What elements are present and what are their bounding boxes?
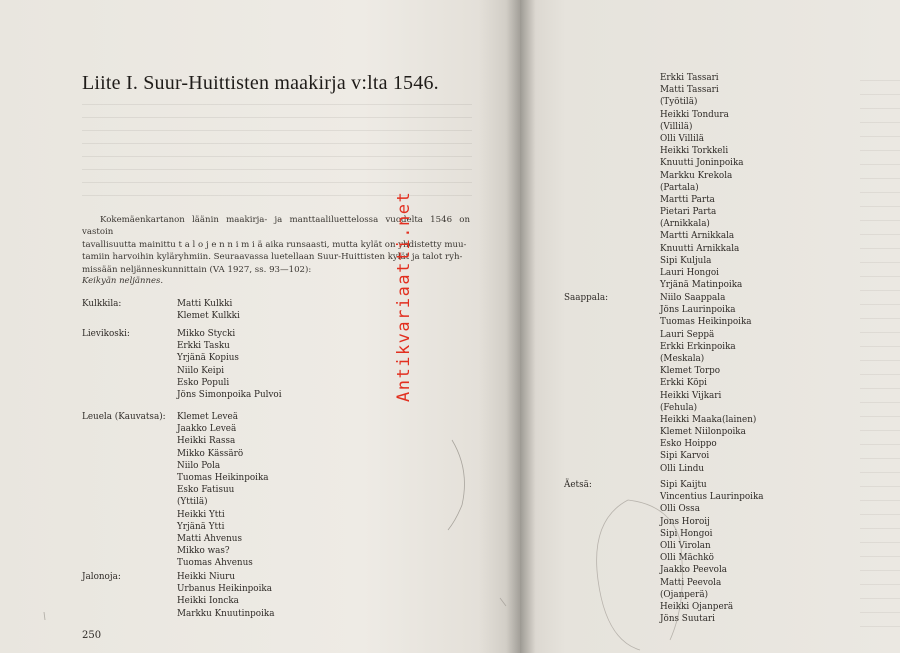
- householder-name: Heikki Maaka(lainen): [660, 414, 757, 425]
- householder-name: Lauri Seppä: [660, 329, 715, 340]
- householder-name: Knuutti Joninpoika: [660, 158, 744, 169]
- householder-name: Matti Ahvenus: [177, 533, 242, 544]
- householder-name: Jöns Laurinpoika: [660, 305, 736, 316]
- village-name: Äetsä:: [564, 480, 592, 490]
- householder-name: Esko Hoippo: [660, 439, 717, 450]
- householder-name: Esko Populi: [177, 377, 230, 388]
- householder-name: Esko Fatisuu: [177, 485, 235, 496]
- householder-name: Urbanus Heikinpoika: [177, 584, 272, 595]
- householder-name: Martti Arnikkala: [660, 231, 735, 242]
- watermark-text: Antikvariaatti.net: [394, 190, 414, 402]
- householder-name: (Villilä): [660, 121, 693, 132]
- householder-name: Mikko Kässärö: [177, 448, 244, 459]
- householder-name: Erkki Tasku: [177, 341, 230, 352]
- intro-line: tavallisuutta mainittu t a l o j e n n i m i ä aika runsaasti, mutta kylät on yhdistetty muu-: [82, 239, 467, 250]
- householder-name: Markku Knuutinpoika: [177, 608, 275, 619]
- householder-list: [177, 328, 282, 401]
- householder-list: [660, 72, 744, 291]
- householder-name: Knuutti Arnikkala: [660, 243, 740, 254]
- householder-name: Matti Tassari: [660, 85, 719, 96]
- householder-name: Tuomas Heikinpoika: [177, 472, 269, 483]
- householder-name: (Partala): [660, 182, 699, 193]
- householder-name: Tuomas Ahvenus: [177, 558, 253, 569]
- householder-name: (Yttilä): [177, 497, 208, 508]
- intro-line: missään neljänneskunnittain (VA 1927, ss. 93—102):: [82, 264, 312, 275]
- householder-name: Pietari Parta: [660, 207, 717, 218]
- householder-list: [177, 298, 240, 322]
- householder-name: Olli Mächkö: [660, 553, 714, 564]
- householder-name: (Työtilä): [660, 97, 698, 108]
- right-page: [520, 0, 900, 653]
- householder-name: Heikki Ioncka: [177, 596, 239, 607]
- householder-name: Markku Krekola: [660, 170, 733, 181]
- householder-name: Yrjänä Ytti: [177, 521, 225, 532]
- householder-name: Klemet Kulkki: [177, 311, 240, 322]
- householder-name: (Fehula): [660, 402, 698, 413]
- householder-name: (Meskala): [660, 353, 705, 364]
- householder-name: Klemet Torpo: [660, 366, 721, 377]
- householder-name: Niilo Saappala: [660, 293, 726, 303]
- householder-name: Jaakko Leveä: [177, 424, 237, 435]
- householder-name: Martti Parta: [660, 194, 715, 205]
- householder-name: (Ojanperä): [660, 589, 709, 600]
- householder-list: [660, 479, 764, 625]
- householder-name: Matti Peevola: [660, 577, 722, 588]
- householder-name: Olli Villilä: [660, 133, 704, 144]
- village-name: Jalonoja:: [82, 572, 121, 582]
- householder-name: Olli Ossa: [660, 504, 700, 515]
- householder-list: [660, 292, 756, 475]
- village-name: Leuela (Kauvatsa):: [82, 412, 166, 422]
- householder-name: Heikki Torkkeli: [660, 146, 729, 157]
- householder-name: Heikki Rassa: [177, 436, 236, 447]
- householder-name: Sipi Kuljula: [660, 255, 712, 266]
- village-name: Lievikoski:: [82, 329, 130, 339]
- village-name: Kulkkila:: [82, 299, 122, 309]
- householder-name: Erkki Köpi: [660, 378, 707, 389]
- householder-name: Heikki Ytti: [177, 509, 225, 520]
- householder-name: Heikki Vijkari: [660, 390, 722, 401]
- householder-name: Mikko was?: [177, 546, 230, 557]
- householder-name: Sipi Karvoi: [660, 451, 710, 462]
- householder-name: Klemet Niilonpoika: [660, 427, 746, 438]
- householder-name: Niilo Keipi: [177, 365, 225, 376]
- householder-name: Heikki Ojanperä: [660, 601, 734, 612]
- householder-name: Niilo Pola: [177, 460, 221, 471]
- householder-list: [177, 411, 269, 569]
- householder-name: Lauri Hongoi: [660, 268, 719, 278]
- householder-name: Tuomas Heikinpoika: [660, 317, 752, 328]
- village-name: Saappala:: [564, 293, 609, 303]
- householder-name: Mikko Stycki: [177, 329, 236, 339]
- householder-name: Yrjänä Matinpoika: [660, 280, 743, 291]
- householder-name: Olli Virolan: [660, 540, 711, 551]
- intro-line: Kokemäenkartanon läänin maakirja- ja manttaaliluettelossa vuodelta 1546 on vastoin: [82, 215, 470, 238]
- householder-name: Vincentius Laurinpoika: [660, 492, 764, 503]
- householder-name: Olli Lindu: [660, 463, 705, 474]
- householder-name: Jöns Suutari: [660, 614, 715, 625]
- show-through-text: [860, 70, 900, 630]
- householder-name: Heikki Tondura: [660, 109, 729, 120]
- householder-name: Jons Horoij: [660, 516, 710, 527]
- page-number: 250: [82, 630, 102, 641]
- householder-name: Heikki Niuru: [177, 572, 236, 582]
- householder-name: Matti Kulkki: [177, 299, 233, 309]
- householder-name: Klemet Leveä: [177, 412, 238, 422]
- quarter-heading: Keikyän neljännes.: [82, 276, 164, 286]
- householder-name: Sipi Kaijtu: [660, 480, 707, 490]
- show-through-text: [82, 95, 472, 200]
- intro-line: tamiin harvoihin kyläryhmiin. Seuraavassa luetellaan Suur-Huittisten kylät ja talot ryh-: [82, 252, 463, 263]
- householder-name: Sipi Hongoi: [660, 528, 713, 539]
- householder-name: Jaakko Peevola: [660, 565, 728, 576]
- page-title: Liite I. Suur-Huittisten maakirja v:lta 1546.: [82, 72, 439, 94]
- householder-name: Jöns Simonpoika Pulvoi: [177, 389, 282, 400]
- householder-name: Erkki Tassari: [660, 73, 719, 83]
- householder-list: [177, 571, 274, 620]
- householder-name: Yrjänä Kopius: [177, 353, 239, 364]
- householder-name: Erkki Erkinpoika: [660, 341, 736, 352]
- householder-name: (Arnikkala): [660, 219, 710, 230]
